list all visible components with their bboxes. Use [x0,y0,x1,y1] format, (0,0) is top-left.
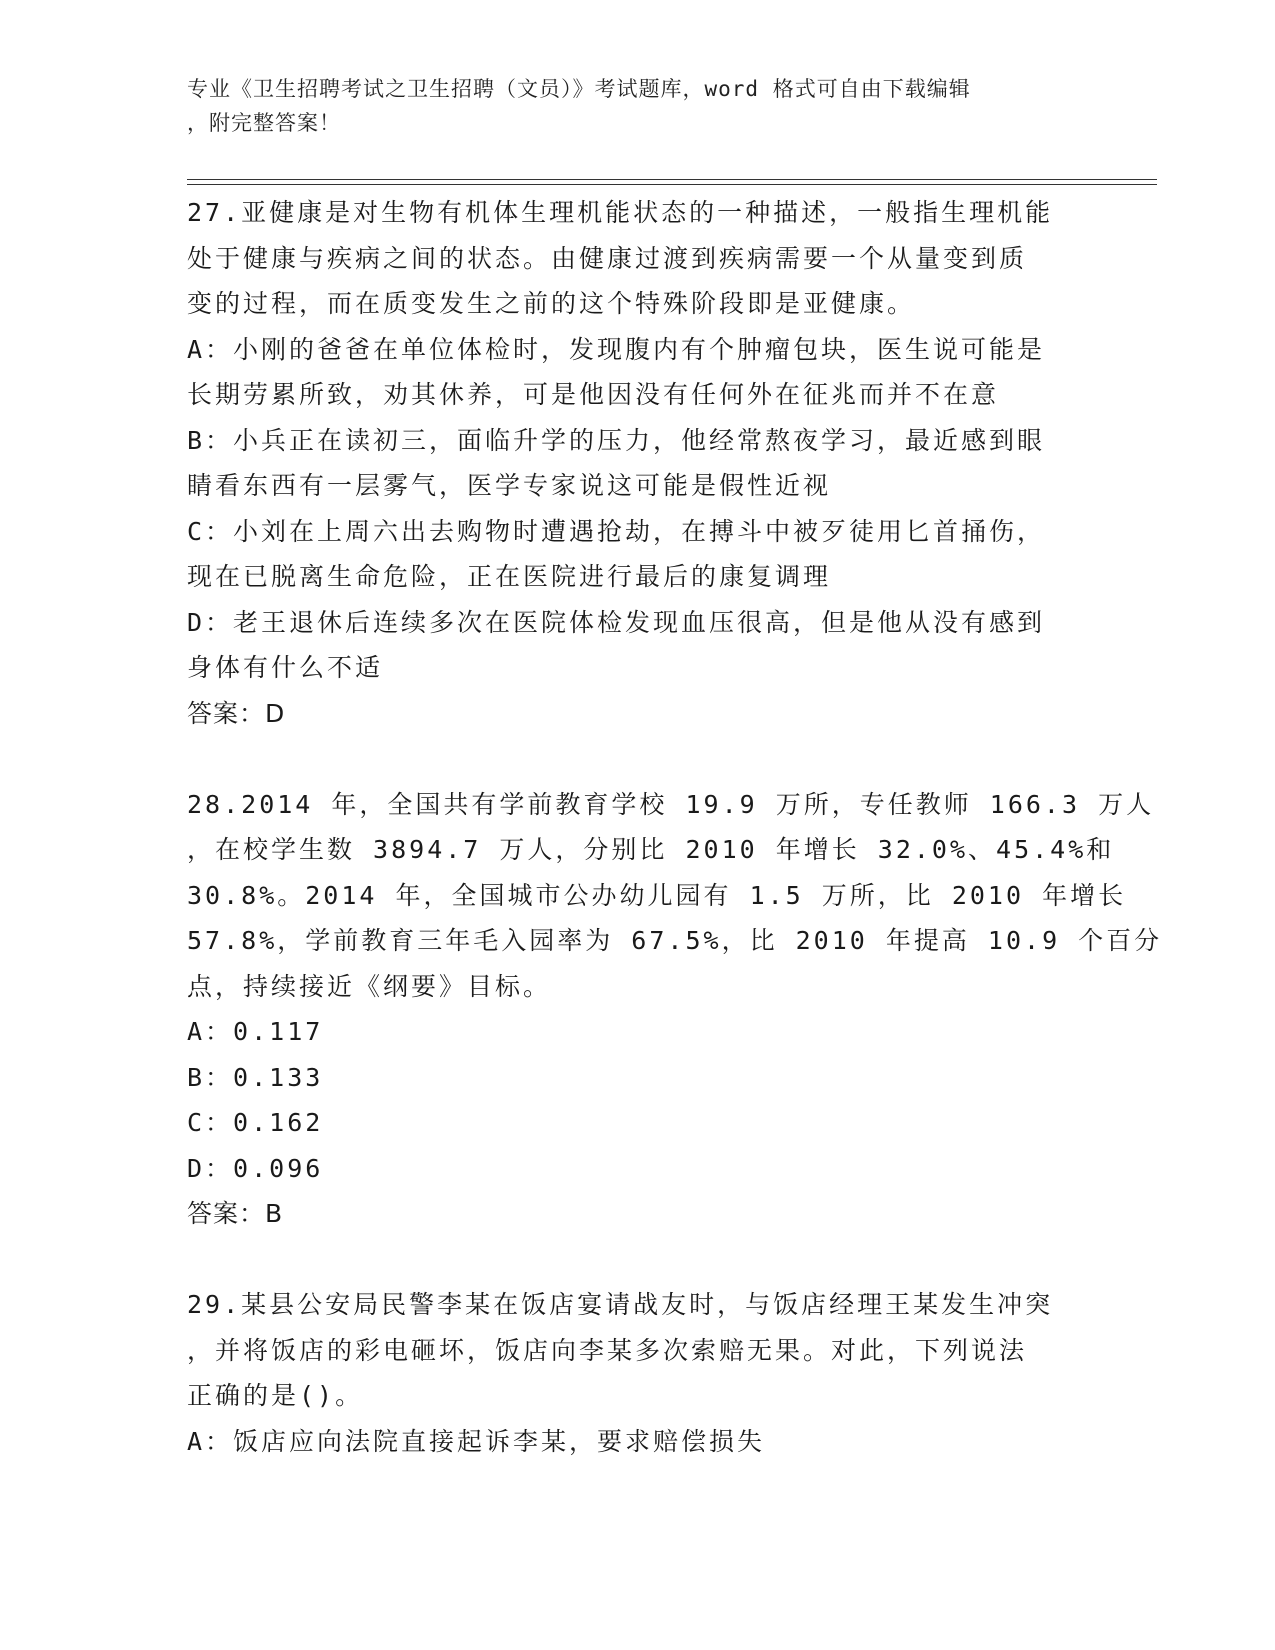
question-stem-line: 点，持续接近《纲要》目标。 [187,971,552,1001]
answer-label: 答案：B [187,1199,284,1228]
option-c: C：0.162 [187,1108,324,1137]
header-line: ，附完整答案！ [187,111,341,135]
question-27 [187,190,1087,736]
question-28 [187,782,1163,1237]
option-b: 睛看东西有一层雾气，医学专家说这可能是假性近视 [187,471,832,500]
question-stem-line: 正确的是()。 [187,1381,364,1410]
question-spacer [187,736,1087,782]
option-a: A：0.117 [187,1017,324,1046]
question-stem-line: 57.8%，学前教育三年毛入园率为 67.5%，比 2010 年提高 10.9 个百分 [187,926,1163,955]
question-29 [187,1282,1087,1464]
question-stem-line: ，在校学生数 3894.7 万人，分别比 2010 年增长 32.0%、45.4%和 [187,835,1115,864]
header-line: 专业《卫生招聘考试之卫生招聘（文员）》考试题库，word 格式可自由下载编辑 [187,77,971,101]
header-divider [187,184,1157,185]
question-stem-line: 变的过程，而在质变发生之前的这个特殊阶段即是亚健康。 [187,289,916,318]
option-a: 长期劳累所致，劝其休养，可是他因没有任何外在征兆而并不在意 [187,380,1000,409]
question-stem-line: 27.亚健康是对生物有机体生理机能状态的一种描述，一般指生理机能 [187,198,1054,227]
option-a: A：小刚的爸爸在单位体检时，发现腹内有个肿瘤包块，医生说可能是 [187,334,1046,364]
option-c: C：小刘在上周六出去购物时遭遇抢劫，在搏斗中被歹徒用匕首捅伤， [187,516,1046,546]
page-header [187,72,1067,140]
option-d: 身体有什么不适 [187,653,384,682]
answer-label: 答案：D [187,698,286,728]
option-b: B：小兵正在读初三，面临升学的压力，他经常熬夜学习，最近感到眼 [187,425,1046,455]
question-list [187,190,1163,1464]
question-stem-line: 28.2014 年，全国共有学前教育学校 19.9 万所，专任教师 166.3 万人 [187,789,1155,819]
option-b: B：0.133 [187,1062,324,1092]
option-d: D：0.096 [187,1153,324,1183]
option-c: 现在已脱离生命危险，正在医院进行最后的康复调理 [187,562,832,591]
question-stem-line: 30.8%。2014 年，全国城市公办幼儿园有 1.5 万所，比 2010 年增长 [187,880,1127,910]
question-spacer [187,1237,1087,1283]
option-d: D：老王退休后连续多次在医院体检发现血压很高，但是他从没有感到 [187,607,1046,637]
header-divider [187,179,1157,180]
option-a: A：饭店应向法院直接起诉李某，要求赔偿损失 [187,1426,766,1456]
question-stem-line: ，并将饭店的彩电砸坏，饭店向李某多次索赔无果。对此，下列说法 [187,1335,1028,1365]
question-stem-line: 29.某县公安局民警李某在饭店宴请战友时，与饭店经理王某发生冲突 [187,1290,1054,1319]
question-stem-line: 处于健康与疾病之间的状态。由健康过渡到疾病需要一个从量变到质 [187,243,1028,273]
